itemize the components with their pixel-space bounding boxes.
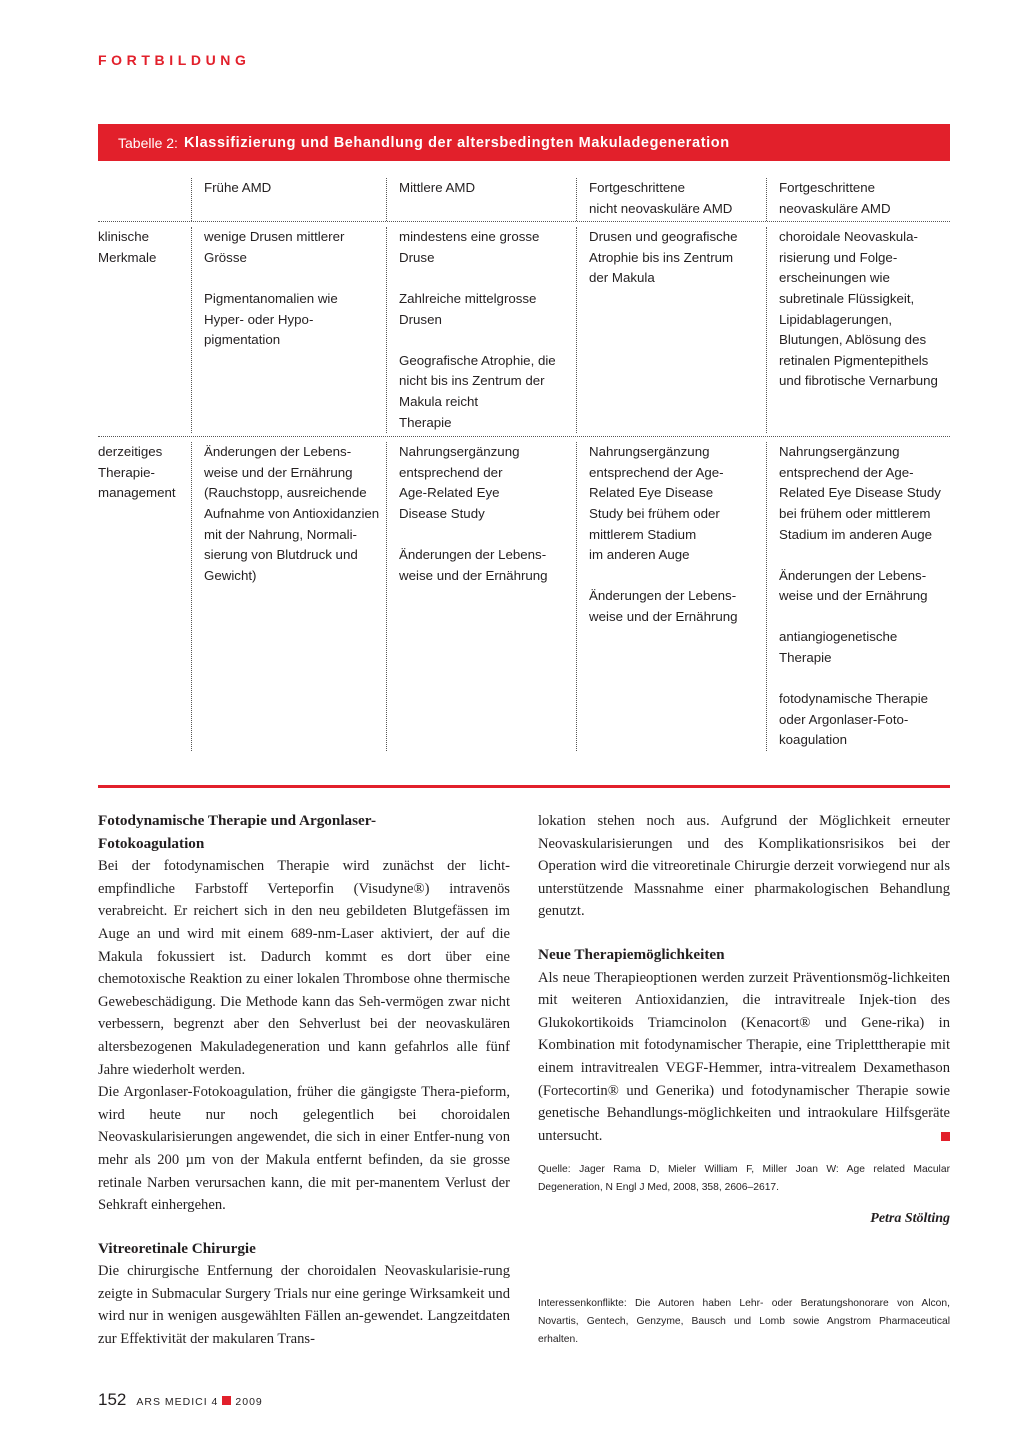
header-cell-advanced-non-neovascular: Fortgeschrittene nicht neovaskuläre AMD bbox=[576, 178, 766, 221]
table-cell: Nahrungsergänzung entsprechend der Age- Related Eye Disease Study bei frühem oder mittlerem Stadium im anderen Auge Änderungen der Lebens- weise und der Ernährung bbox=[576, 442, 766, 751]
source-citation: Quelle: Jager Rama D, Mieler William F, Miller Joan W: Age related Macular Degeneration, N Engl J Med, 2008, 358, 2606–2617. bbox=[538, 1164, 950, 1194]
table-row-therapy-management bbox=[98, 436, 950, 754]
table-cell: mindestens eine grosse Druse Zahlreiche mittelgrosse Drusen Geografische Atrophie, die nicht bis ins Zentrum der Makula reicht Therapie bbox=[386, 227, 576, 433]
section-heading: Vitreoretinale Chirurgie bbox=[98, 1239, 256, 1257]
conflict-of-interest-note: Interessenkonflikte: Die Autoren haben Lehr- oder Beratungshonorare von Alcon, Novartis, Gentech, Genzyme, Bausch und Lomb sowie Angstrom Pharmaceutical erhalten. bbox=[538, 1298, 950, 1346]
end-of-article-mark bbox=[941, 1132, 950, 1141]
paragraph: lokation stehen noch aus. Aufgrund der Möglichkeit erneuter Neovaskularisierungen und des Komplikationsrisikos bei der Operation wird die vitreoretinale Chirurgie derzeit vorwiegend nur als unterstützende Massnahme einer pharmakologischen Behandlung genutzt. bbox=[538, 813, 950, 920]
square-icon bbox=[222, 1396, 231, 1405]
section-divider bbox=[98, 785, 950, 788]
table-cell: Drusen und geografische Atrophie bis ins Zentrum der Makula bbox=[576, 227, 766, 433]
table-header-row bbox=[98, 178, 950, 221]
table-row-clinical-features bbox=[98, 221, 950, 436]
journal-name: ARS MEDICI 4 bbox=[136, 1396, 219, 1408]
paragraph: Als neue Therapieoptionen werden zurzeit Präventionsmög-lichkeiten mit weiteren Antioxidanzien, die intravitreale Injek-tion des Glukokortikoids Triamcinolon (Kenacort® und Gene-rika) in Kombination mit fotodynamischer Therapie, eine Tripletttherapie mit einem intravitrealen VEGF-Hemmer, intra-vitrealem Dexamethason (Fortecortin® und Generika) und fotodynamischer Therapie sowie genetische Behandlungs-möglichkeiten und intraokulare Hilfsgeräte untersucht. bbox=[538, 969, 950, 1144]
paragraph: Die chirurgische Entfernung der choroidalen Neovaskularisie-rung zeigte in Submacular Surgery Trials nur eine geringe Wirksamkeit und wird nur in wenigen ausgewählten Fällen an-gewendet. Langzeitdaten zur Effektivität der makularen Trans- bbox=[98, 1263, 510, 1348]
paragraph: Die Argonlaser-Fotokoagulation, früher die gängigste Thera-pieform, wird heute nur noch gelegentlich bei choroidalen Neovaskularisierungen angewendet, die sich in einer Entfer-nung von mehr als 200 µm von der Makula entfernt befinden, da sie grosse retinale Narben verursachen kann, die mit per-manentem Verlust der Sehkraft einhergehen. bbox=[98, 1084, 510, 1214]
table-title-banner bbox=[98, 124, 950, 161]
classification-table bbox=[98, 178, 950, 754]
table-cell: Nahrungsergänzung entsprechend der Age-Related Eye Disease Study Änderungen der Lebens- weise und der Ernährung bbox=[386, 442, 576, 751]
table-cell: Änderungen der Lebens- weise und der Ernährung (Rauchstopp, ausreichende Aufnahme von Antioxidanzien mit der Nahrung, Normali- sierung von Blutdruck und Gewicht) bbox=[191, 442, 386, 751]
article-column-left bbox=[98, 810, 510, 1351]
section-heading: Neue Therapiemöglichkeiten bbox=[538, 945, 725, 963]
header-cell-empty bbox=[98, 178, 191, 221]
article-column-right bbox=[538, 810, 950, 1349]
header-cell-advanced-neovascular: Fortgeschrittene neovaskuläre AMD bbox=[766, 178, 950, 221]
row-label: derzeitiges Therapie- management bbox=[98, 444, 176, 501]
table-number: Tabelle 2: bbox=[118, 134, 178, 151]
header-cell-early-amd: Frühe AMD bbox=[191, 178, 386, 221]
paragraph: Bei der fotodynamischen Therapie wird zunächst der licht-empfindliche Farbstoff Verteporfin (Visudyne®) intravenös verabreicht. Er reichert sich in den neu gebildeten Blutgefässen im Auge an und wird mit einem 689-nm-Laser aktiviert, der auf die Makula fokussiert ist. Dadurch kommt es dort über eine chemotoxische Reaktion zu einer lokalen Thrombose ohne thermische Gewebeschädigung. Die Methode kann das Seh-vermögen zwar nicht verbessern, begrenzt aber den Sehverlust bei der neovaskulären altersbezogenen Makuladegeneration und kann gefahrlos alle fünf Jahre wiederholt werden. bbox=[98, 858, 510, 1078]
section-heading: Fotodynamische Therapie und Argonlaser- Fotokoagulation bbox=[98, 812, 377, 852]
page-footer bbox=[98, 1390, 263, 1410]
row-label: klinische Merkmale bbox=[98, 229, 157, 265]
author-name: Petra Stölting bbox=[870, 1211, 950, 1227]
page-number: 152 bbox=[98, 1390, 127, 1409]
section-label: FORTBILDUNG bbox=[98, 52, 251, 68]
table-cell: wenige Drusen mittlerer Grösse Pigmentanomalien wie Hyper- oder Hypo- pigmentation bbox=[191, 227, 386, 433]
table-cell: choroidale Neovaskula- risierung und Folge- erscheinungen wie subretinale Flüssigkeit, Lipidablagerungen, Blutungen, Ablösung des retinalen Pigmentepithels und fibrotische Vernarbung bbox=[766, 227, 950, 433]
header-cell-intermediate-amd: Mittlere AMD bbox=[386, 178, 576, 221]
table-title: Klassifizierung und Behandlung der altersbedingten Makuladegeneration bbox=[183, 134, 730, 151]
table-cell: Nahrungsergänzung entsprechend der Age- Related Eye Disease Study bei frühem oder mittlerem Stadium im anderen Auge Änderungen der Lebens- weise und der Ernährung antiangiogenetische Therapie fotodynamische Therapie oder Argonlaser-Foto- koagulation bbox=[766, 442, 950, 751]
journal-year: 2009 bbox=[235, 1396, 263, 1408]
